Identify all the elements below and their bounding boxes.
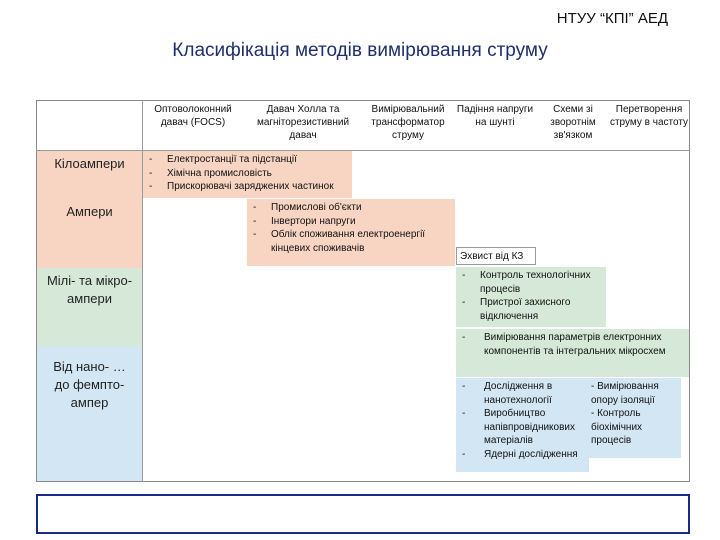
- list-item: - Прискорювачі заряджених частинок: [147, 180, 348, 194]
- list-item: - Контроль технологічних процесів: [460, 269, 602, 296]
- femto-applications-left: [456, 378, 589, 472]
- col-header-shunt: Падіння напруги на шунті: [456, 104, 534, 128]
- list-item: - Інвертори напруги: [251, 215, 451, 229]
- col-header-frequency: Перетворення струму в частоту: [609, 104, 689, 128]
- col-header-hall: Давач Холла та магніторезистивний давач: [256, 104, 350, 141]
- row-label-amps: Ампери: [37, 198, 142, 268]
- col-header-transformer: Вимірювальний трансформатор струму: [371, 104, 445, 141]
- list-item: - Пристрої захисного відключення: [460, 296, 602, 323]
- list-item: - Хімічна промисловість: [147, 167, 348, 181]
- list-item: - Ядерні дослідження: [460, 448, 585, 462]
- list-item: - Контроль біохімічних процесів: [591, 408, 643, 446]
- list-item: - Електростанції та підстанції: [147, 153, 348, 167]
- list-item: - Дослідження в нанотехнології: [460, 380, 585, 407]
- footer-bar: [36, 494, 690, 534]
- list-item: - Вимірювання опору ізоляції: [591, 381, 659, 406]
- micro-applications: [456, 329, 689, 377]
- col-header-focs: Оптоволоконний давач (FOCS): [154, 104, 232, 128]
- emc-cell: Эхвист від КЗ: [456, 247, 536, 265]
- list-item: - Вимірювання параметрів електронних компонентів та інтегральних мікросхем: [460, 331, 685, 358]
- list-item: - Промислові об'єкти: [251, 201, 451, 215]
- col-header-feedback: Схеми зі зворотнім зв'язком: [550, 104, 596, 141]
- list-item: - Виробництво напівпровідникових матеріалів: [460, 407, 585, 448]
- milli-applications: [456, 267, 606, 327]
- kiloamps-applications: [143, 151, 352, 198]
- footer-label: НТУУ “КПІ” АЕД: [556, 10, 668, 27]
- row-label-kiloamps: Кілоампери: [37, 151, 142, 198]
- femto-applications-right: [589, 378, 681, 458]
- list-item: - Облік споживання електроенергії кінцевих споживачів: [251, 228, 451, 255]
- row-label-nano-femto: Від нано- … до фемпто-ампер: [37, 346, 142, 481]
- slide-title: Класифікація методів вимірювання струму: [172, 40, 548, 61]
- row-label-milli-micro: Мілі- та мікро-ампери: [37, 268, 142, 346]
- amps-applications: [247, 199, 455, 266]
